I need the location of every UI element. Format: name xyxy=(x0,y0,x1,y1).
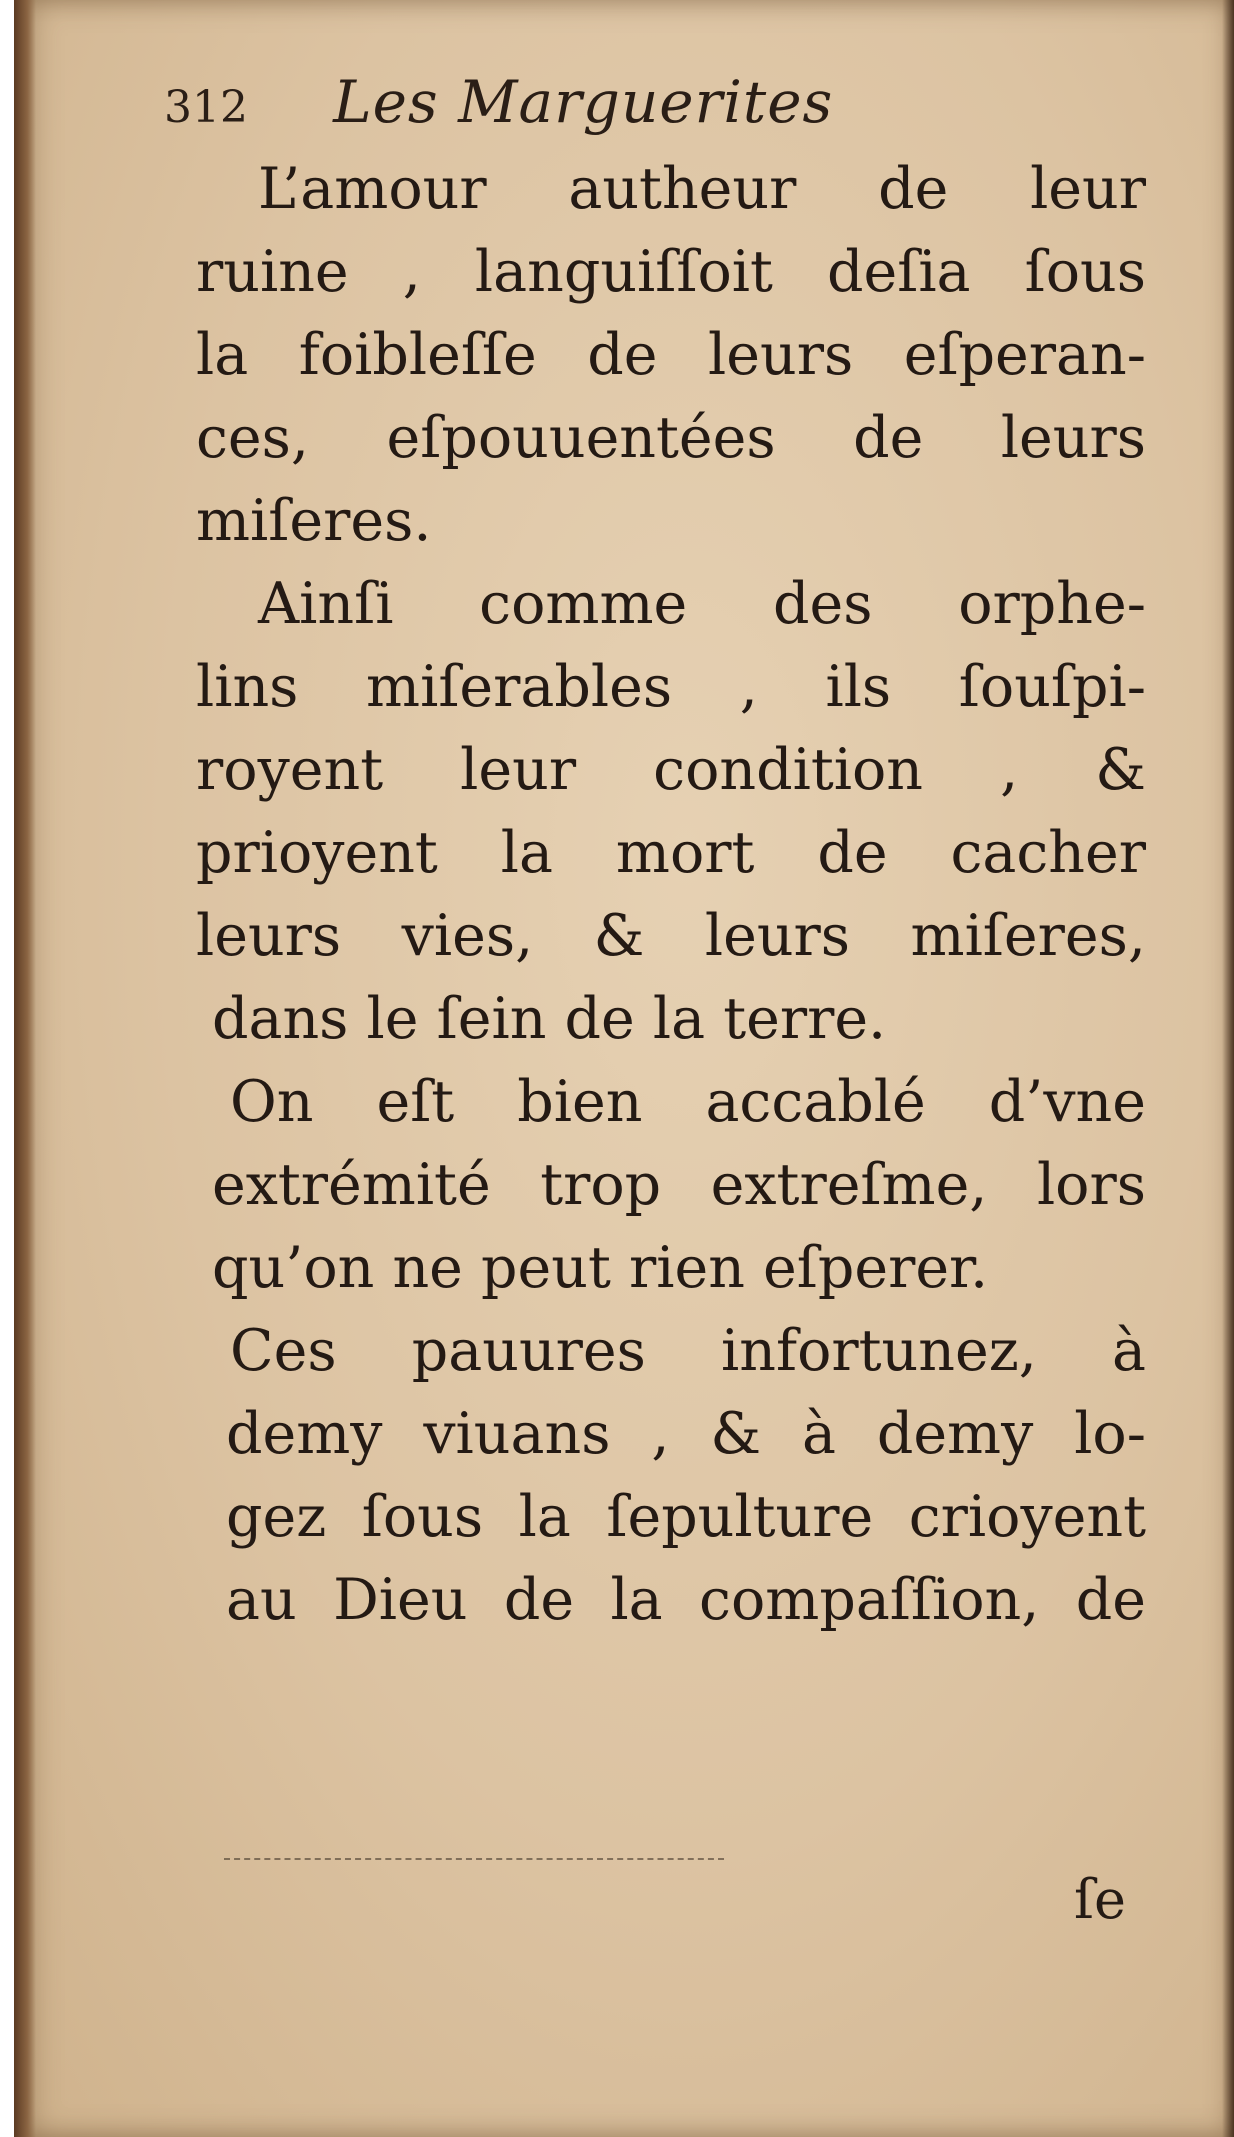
book-page xyxy=(14,0,1234,2137)
text-line: au Dieu de la compaſſion, de xyxy=(226,1567,1146,1633)
text-line: qu’on ne peut rien eſperer. xyxy=(212,1235,989,1301)
page-number: 312 xyxy=(164,82,248,133)
body-text xyxy=(196,148,1146,1642)
page-header xyxy=(164,68,833,136)
text-line: On eſt bien accablé d’vne xyxy=(230,1069,1146,1135)
page-right-edge xyxy=(1222,0,1234,2137)
text-line: extrémité trop extreſme, lors xyxy=(212,1152,1146,1218)
text-line: Ainſi comme des orphe- xyxy=(258,571,1146,637)
text-line: royent leur condition , & xyxy=(196,737,1146,803)
text-line: la foibleſſe de leurs eſperan- xyxy=(196,322,1146,388)
text-line: ces, eſpouuentées de leurs xyxy=(196,405,1146,471)
text-line: L’amour autheur de leur xyxy=(258,156,1146,222)
text-line: demy viuans , & à demy lo- xyxy=(226,1401,1146,1467)
text-line: miſeres. xyxy=(196,488,432,554)
running-title: Les Marguerites xyxy=(333,68,834,136)
text-line: Ces pauures infortunez, à xyxy=(230,1318,1146,1384)
text-line: dans le ſein de la terre. xyxy=(212,986,887,1052)
text-line: lins miſerables , ils ſouſpi- xyxy=(196,654,1146,720)
text-line: leurs vies, & leurs miſeres, xyxy=(196,903,1146,969)
bottom-rule xyxy=(224,1858,724,1860)
text-line: prioyent la mort de cacher xyxy=(196,820,1146,886)
page-left-edge xyxy=(14,0,36,2137)
text-line: gez ſous la ſepulture crioyent xyxy=(226,1484,1146,1550)
text-line: ruine , languiſſoit deſia ſous xyxy=(196,239,1146,305)
catchword: ſe xyxy=(1074,1868,1126,1931)
